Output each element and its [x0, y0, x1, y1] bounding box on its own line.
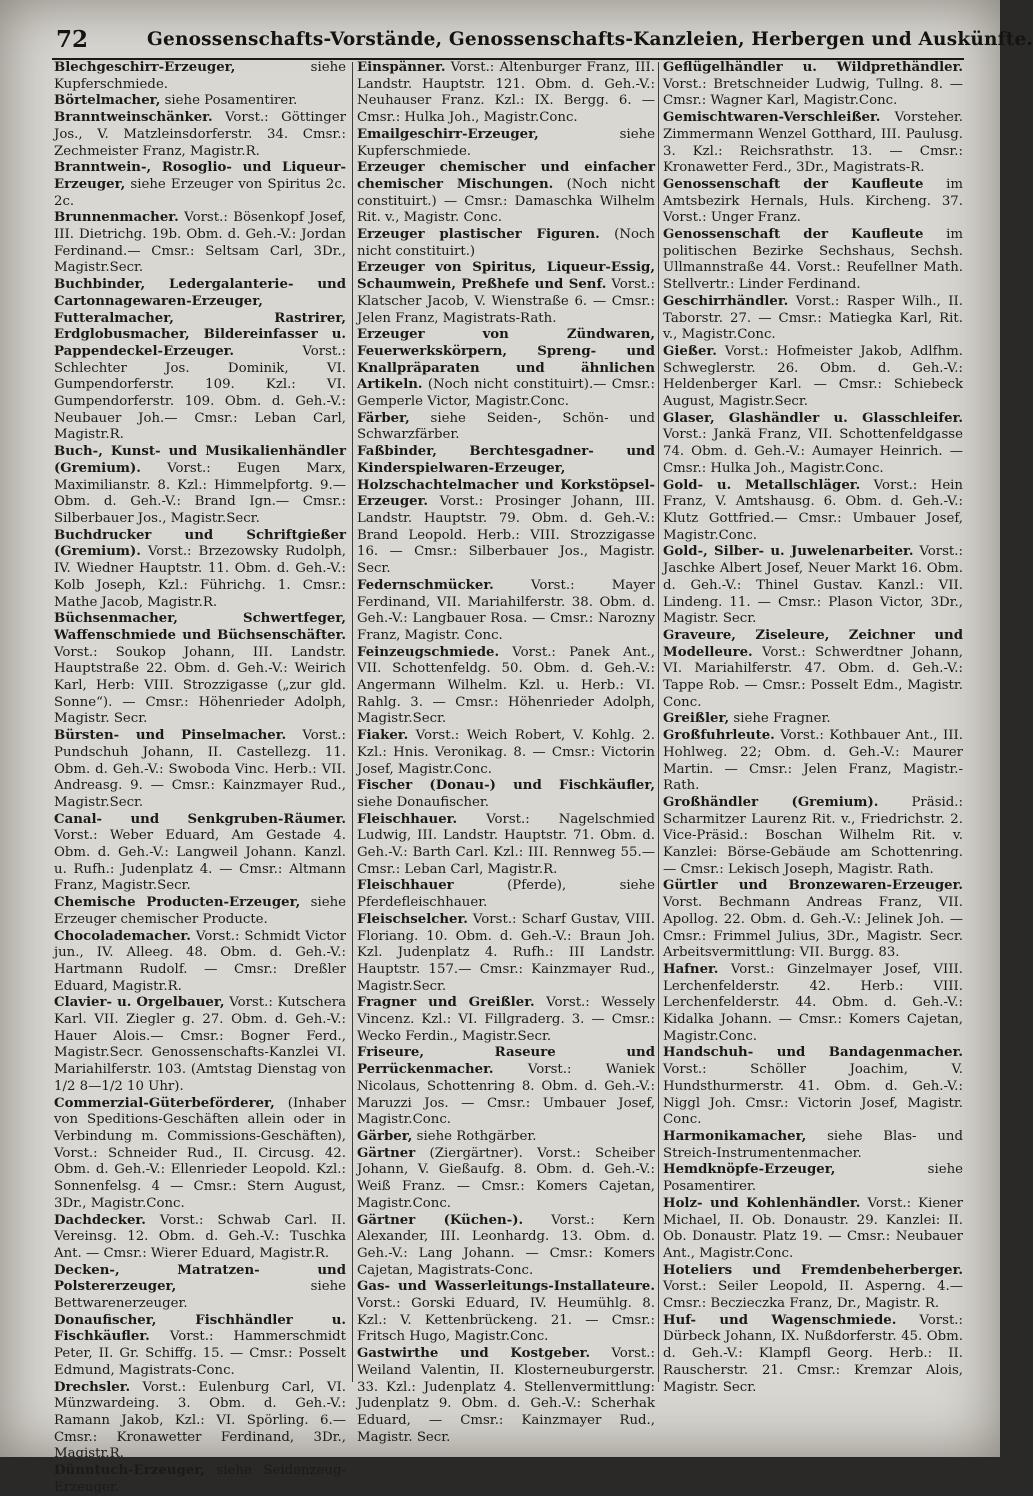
entry-heading: Erzeuger von Spiritus, Liqueur-Essig, Schaumwein, Preßhefe und Senf.	[357, 260, 655, 293]
directory-entry	[357, 912, 655, 996]
entry-heading: Hemdknöpfe-Erzeuger,	[663, 1162, 836, 1178]
directory-entry	[663, 60, 963, 110]
entry-heading: Börtelmacher,	[54, 93, 161, 109]
directory-entry	[663, 1263, 963, 1313]
directory-entry	[54, 277, 346, 444]
entry-heading: Clavier- u. Orgelbauer,	[54, 995, 225, 1011]
entry-text: Vorst.: Gorski Eduard, IV. Heumühlg. 8. Kzl.: V. Kettenbrückeng. 21. — Cmsr.: Fritsch Hugo, Magistr.Conc.	[357, 1296, 655, 1345]
entry-text: Vorst.: Kiener Michael, II. Ob. Donaustr. 29. Kanzlei: II. Ob. Donaustr. Platz 19. — Cmsr.: Neubauer Ant., Magistr.Conc.	[663, 1195, 963, 1261]
entry-heading: Feinzeugschmiede.	[357, 644, 500, 660]
entry-heading: Glaser, Glashändler u. Glasschleifer.	[663, 410, 963, 426]
entry-text: (Noch nicht constituirt.) — Cmsr.: Damaschka Wilhelm Rit. v., Magistr. Conc.	[357, 176, 655, 226]
running-head: Genossenschafts-Vorstände, Genossenschafts-Kanzleien, Herbergen und Auskünfte.	[147, 29, 1033, 50]
entry-heading: Brunnenmacher.	[54, 210, 179, 226]
entry-heading: Donaufischer, Fischhändler u. Fischkäufler.	[54, 1312, 346, 1345]
directory-entry	[54, 1213, 346, 1263]
directory-entry	[54, 1263, 346, 1313]
directory-entry	[357, 411, 655, 444]
entry-heading: Decken-, Matratzen- und Polstererzeuger,	[54, 1262, 346, 1295]
entry-text: siehe Posamentirer.	[663, 1162, 963, 1195]
entry-heading: Großfuhrleute.	[663, 728, 775, 744]
entry-heading: Chemische Producten-Erzeuger,	[54, 895, 301, 911]
column-divider	[352, 62, 353, 1382]
directory-entry	[357, 1129, 655, 1146]
entry-heading: Fischer (Donau-) und Fischkäufler,	[357, 778, 655, 794]
entry-heading: Dachdecker.	[54, 1212, 146, 1228]
entry-text: Vorst.: Nagelschmied Ludwig, III. Landstr. Hauptstr. 71. Obm. d. Geh.-V.: Barth Carl. Kzl.: III. Rennweg 55.— Cmsr.: Leban Carl, Magistr.R.	[357, 811, 655, 877]
entry-text: siehe Kupferschmiede.	[357, 126, 655, 159]
entry-text: siehe Seidenzeug-Erzeuger.	[54, 1463, 346, 1495]
entry-heading: Erzeuger von Zündwaren, Feuerwerkskörpern, Spreng- und Knallpräparaten und ähnlichen Artikeln.	[357, 327, 655, 393]
entry-text: siehe Kupferschmiede.	[54, 60, 346, 92]
entry-text: Vorst.: Altenburger Franz, III. Landstr. Hauptstr. 121. Obm. d. Geh.-V.: Neuhauser Franz. Kzl.: IX. Bergg. 6. — Cmsr.: Hulka Joh., Magistr.Conc.	[357, 60, 655, 126]
entry-text: Vorsteher. Zimmermann Wenzel Gotthard, III. Paulusg. 3. Kzl.: Reichsrathstr. 13. — Cmsr.: Kronawetter Ferd., 3Dr., Magistrats-R.	[663, 110, 963, 176]
entry-heading: Buchdrucker und Schriftgießer (Gremium).	[54, 527, 346, 560]
directory-entry	[54, 210, 346, 277]
directory-entry	[357, 227, 655, 260]
entry-heading: Drechsler.	[54, 1379, 131, 1395]
directory-entry	[54, 528, 346, 612]
directory-entry	[357, 812, 655, 879]
entry-text: (Pferde), siehe Pferdefleischhauer.	[357, 878, 655, 911]
entry-heading: Genossenschaft der Kaufleute	[663, 227, 924, 243]
directory-entry	[357, 645, 655, 729]
entry-heading: Huf- und Wagenschmiede.	[663, 1312, 897, 1328]
entry-text: Vorst.: Brzezowsky Rudolph, IV. Wiedner Hauptstr. 11. Obm. d. Geh.-V.: Kolb Joseph, Kzl.: Führichg. 1. Cmsr.: Mathe Jacob, Magistr.R.	[54, 544, 346, 610]
entry-text: siehe Posamentirer.	[160, 93, 298, 109]
entry-heading: Gießer.	[663, 343, 717, 359]
entry-text: Vorst.: Schwerdtner Johann, VI. Mariahilferstr. 47. Obm. d. Geh.-V.: Tappe Rob. — Cmsr.: Posselt Edm., Magistr. Conc.	[663, 644, 963, 710]
directory-entry	[663, 795, 963, 879]
entry-heading: Gärtner	[357, 1145, 416, 1161]
entry-text: siehe Erzeuger chemischer Producte.	[54, 895, 346, 927]
entry-text: Vorst.: Schlechter Jos. Dominik, VI. Gumpendorferstr. 109. Kzl.: VI. Gumpendorferstr. 109. Obm. d. Geh.-V.: Neubauer Joh.— Cmsr.: Leban Carl, Magistr.R.	[54, 343, 346, 443]
entry-heading: Erzeuger plastischer Figuren.	[357, 227, 600, 243]
directory-entry	[663, 1196, 963, 1263]
directory-entry	[357, 778, 655, 811]
entry-heading: Fleischselcher.	[357, 911, 468, 927]
entry-heading: Genossenschaft der Kaufleute	[663, 176, 924, 192]
directory-entry	[54, 160, 346, 210]
entry-text: siehe Erzeuger von Spiritus 2c. 2c.	[54, 176, 346, 209]
entry-text: Vorst.: Jankä Franz, VII. Schottenfeldgasse 74. Obm. d. Geh.-V.: Aumayer Heinrich. — Cmsr.: Hulka Joh., Magistr.Conc.	[663, 427, 963, 476]
entry-heading: Gemischtwaren-Verschleißer.	[663, 110, 881, 126]
directory-entry	[663, 1162, 963, 1195]
entry-heading: Blechgeschirr-Erzeuger,	[54, 60, 236, 75]
entry-text: Vorst.: Bösenkopf Josef, III. Dietrichg. 19b. Obm. d. Geh.-V.: Jordan Ferdinand.— Cmsr.: Seltsam Carl, 3Dr., Magistr.Secr.	[54, 210, 346, 276]
entry-heading: Hafner.	[663, 961, 719, 977]
directory-entry	[54, 93, 346, 110]
entry-text: Vorst.: Scharf Gustav, VIII. Floriang. 10. Obm. d. Geh.-V.: Braun Joh. Kzl. Judenplatz 4. Rufh.: III Landstr. Hauptstr. 157.— Cmsr.: Kainzmayer Rud., Magistr.Secr.	[357, 911, 655, 994]
directory-entry	[54, 929, 346, 996]
directory-entry	[54, 1313, 346, 1380]
entry-heading: Fiaker.	[357, 728, 409, 744]
directory-entry	[663, 344, 963, 411]
directory-entry	[663, 628, 963, 712]
entry-heading: Geflügelhändler u. Wildprethändler.	[663, 60, 963, 75]
directory-entry	[357, 1279, 655, 1346]
entry-text: siehe Donaufischer.	[357, 794, 490, 810]
entry-heading: Bürsten- und Pinselmacher.	[54, 728, 287, 744]
entry-text: Vorst.: Soukop Johann, III. Landstr. Hauptstraße 22. Obm. d. Geh.-V.: Weirich Karl, Herb: VIII. Strozzigasse („zur gld. Sonne“). — Cmsr.: Höhenrieder Adolph, Magistr. Secr.	[54, 644, 346, 727]
entry-text: siehe Fragner.	[729, 711, 831, 727]
entry-text: Vorst. Bechmann Andreas Franz, VII. Apollog. 22. Obm. d. Geh.-V.: Jelinek Joh. — Cmsr.: Frimmel Julius, 3Dr., Magistr. Secr. Arbeitsvermittlung: VII. Burgg. 83.	[663, 895, 963, 961]
entry-text: Vorst.: Klatscher Jacob, V. Wienstraße 6. — Cmsr.: Jelen Franz, Magistrats-Rath.	[357, 277, 655, 326]
entry-heading: Fleischhauer.	[357, 811, 458, 827]
directory-entry	[357, 578, 655, 645]
entry-heading: Branntweinschänker.	[54, 110, 213, 126]
entry-text: Vorst.: Weber Eduard, Am Gestade 4. Obm. d. Geh.-V.: Langweil Johann. Kanzl. u. Rufh.: Judenplatz 4. — Cmsr.: Altmann Franz, Magistr.Secr.	[54, 828, 346, 894]
entry-text: Vorst.: Kothbauer Ant., III. Hohlweg. 22; Obm. d. Geh.-V.: Maurer Martin. — Cmsr.: Jelen Franz, Magistr.-Rath.	[663, 728, 963, 794]
entry-heading: Dünntuch-Erzeuger,	[54, 1463, 205, 1479]
page-number: 72	[56, 26, 89, 53]
page-header	[52, 24, 1033, 60]
directory-entry	[54, 444, 346, 528]
entry-heading: Fragner und Greißler.	[357, 995, 535, 1011]
directory-entry	[54, 611, 346, 728]
entry-text: siehe Rothgärber.	[412, 1129, 537, 1144]
entry-text: Vorst.: Prosinger Johann, III. Landstr. Hauptstr. 79. Obm. d. Geh.-V.: Brand Leopold. Herb.: VIII. Strozzigasse 16. — Cmsr.: Silberbauer Jos., Magistr. Secr.	[357, 494, 655, 577]
entry-heading: Fleischhauer	[357, 878, 454, 894]
entry-heading: Färber,	[357, 410, 410, 426]
entry-heading: Branntwein-, Rosoglio- und Liqueur-Erzeuger,	[54, 160, 346, 192]
directory-entry	[357, 327, 655, 411]
entry-heading: Federnschmücker.	[357, 577, 494, 593]
entry-text: Vorst.: Seiler Leopold, II. Asperng. 4.— Cmsr.: Beczieczka Franz, Dr., Magistr. R.	[663, 1279, 963, 1312]
directory-entry	[357, 260, 655, 327]
entry-heading: Holz- und Kohlenhändler.	[663, 1195, 861, 1211]
entry-heading: Chocolademacher.	[54, 928, 191, 944]
entry-text: Vorst.: Kern Alexander, III. Leonhardg. 13. Obm. d. Geh.-V.: Lang Johann. — Cmsr.: Komers Cajetan, Magistrats-Conc.	[357, 1212, 656, 1278]
entry-text: Vorst.: Weiland Valentin, II. Klosterneuburgerstr. 33. Kzl.: Judenplatz 4. Stellenvermittlung: Judenplatz 9. Obm. d. Geh.-V.: Scherhak Eduard, — Cmsr.: Kainzmayer Rud., Magistr. Secr.	[357, 1346, 655, 1445]
entry-text: siehe Bettwarenerzeuger.	[54, 1279, 346, 1312]
directory-entry	[663, 177, 963, 227]
directory-entry	[663, 411, 963, 478]
directory-entry	[357, 160, 655, 227]
entry-text: (Ziergärtner). Vorst.: Scheiber Johann, V. Gießaufg. 8. Obm. d. Geh.-V.: Weiß Franz. — Cmsr.: Komers Cajetan, Magistr.Conc.	[357, 1145, 655, 1211]
directory-entry	[54, 1463, 346, 1496]
directory-entry	[663, 478, 963, 545]
entry-text: Vorst.: Mayer Ferdinand, VII. Mariahilferstr. 38. Obm. d. Geh.-V.: Langbauer Rosa. — Cmsr.: Narozny Franz, Magistr. Conc.	[357, 577, 655, 643]
column-divider	[658, 62, 659, 1382]
directory-entry	[663, 1129, 963, 1162]
entry-text: Vorst.: Rasper Wilh., II. Taborstr. 27. — Cmsr.: Matiegka Karl, Rit. v., Magistr.Conc.	[663, 293, 963, 343]
entry-heading: Gürtler und Bronzewaren-Erzeuger.	[663, 878, 963, 894]
entry-text: im politischen Bezirke Sechshaus, Sechsh. Ullmannstraße 44. Vorst.: Reufellner Math. Stellvertr.: Linder Ferdinand.	[663, 227, 963, 293]
entry-heading: Buch-, Kunst- und Musikalienhändler (Gremium).	[54, 444, 346, 476]
directory-entry	[54, 728, 346, 812]
entry-heading: Canal- und Senkgruben-Räumer.	[54, 811, 346, 827]
entry-text: Vorst.: Eugen Marx, Maximilianstr. 8. Kzl.: Himmelpfortg. 9.— Obm. d. Geh.-V.: Brand Ign.— Cmsr.: Silberbauer Jos., Magistr.Secr.	[54, 460, 346, 526]
entry-text: Vorst.: Bretschneider Ludwig, Tullng. 8. — Cmsr.: Wagner Karl, Magistr.Conc.	[663, 76, 963, 109]
directory-entry	[54, 895, 346, 928]
entry-heading: Commerzial-Güterbeförderer,	[54, 1095, 275, 1111]
directory-entry	[357, 728, 655, 778]
entry-text: Vorst.: Ginzelmayer Josef, VIII. Lerchenfelderstr. 42. Herb.: VIII. Lerchenfelderstr. 44. Obm. d. Geh.-V.: Kidalka Johann. — Cmsr.: Komers Cajetan, Magistr.Conc.	[663, 961, 963, 1044]
directory-entry	[357, 444, 655, 578]
entry-text: Vorst.: Göttinger Jos., V. Matzleinsdorferstr. 34. Cmsr.: Zechmeister Franz, Magistr.R.	[54, 110, 346, 159]
directory-entry	[357, 995, 655, 1045]
entry-heading: Graveure, Ziseleure, Zeichner und Modelleure.	[663, 627, 963, 660]
entry-text: siehe Blas- und Streich-Instrumentenmacher.	[663, 1129, 963, 1161]
directory-entry	[663, 294, 963, 344]
directory-entry	[357, 127, 655, 160]
entry-heading: Geschirrhändler.	[663, 293, 789, 309]
directory-entry	[357, 1146, 655, 1213]
entry-heading: Großhändler (Gremium).	[663, 794, 879, 810]
entry-heading: Gastwirthe und Kostgeber.	[357, 1346, 591, 1362]
entry-text: im Amtsbezirk Hernals, Huls. Kircheng. 37. Vorst.: Unger Franz.	[663, 176, 963, 226]
entry-text: Vorst.: Jaschke Albert Josef, Neuer Markt 16. Obm. d. Geh.-V.: Thinel Gustav. Kanzl.: VII. Lindeng. 11. — Cmsr.: Plason Victor, 3Dr., Magistr. Secr.	[663, 544, 963, 627]
entry-text: Vorst.: Hammerschmidt Peter, II. Gr. Schiffg. 15. — Cmsr.: Posselt Edmund, Magistrats-Conc.	[54, 1329, 346, 1378]
directory-entry	[663, 962, 963, 1046]
directory-entry	[663, 728, 963, 795]
entry-text: Präsid.: Scharmitzer Laurenz Rit. v., Friedrichstr. 2. Vice-Präsid.: Boschan Wilhelm Rit. v. Kanzlei: Börse-Gebäude am Schottenring. — Cmsr.: Lekisch Joseph, Magistr. Rath.	[663, 794, 963, 877]
entry-text: Vorst.: Hofmeister Jakob, Adlfhm. Schweglerstr. 26. Obm. d. Geh.-V.: Heldenberger Karl. — Cmsr.: Schiebeck August, Magistr.Secr.	[663, 343, 963, 410]
directory-entry	[663, 544, 963, 628]
entry-text: Vorst.: Waniek Nicolaus, Schottenring 8. Obm. d. Geh.-V.: Maruzzi Jos. — Cmsr.: Umbauer Josef, Magistr.Conc.	[357, 1062, 655, 1128]
directory-entry	[357, 1346, 655, 1446]
directory-entry	[357, 1045, 655, 1129]
entry-heading: Gold- u. Metallschläger.	[663, 477, 861, 493]
directory-entry	[663, 878, 963, 962]
entry-heading: Harmonikamacher,	[663, 1129, 807, 1144]
entry-text: Vorst.: Wessely Vincenz. Kzl.: VI. Fillgraderg. 3. — Cmsr.: Wecko Ferdin., Magistr.Secr.	[357, 995, 655, 1044]
directory-entry	[54, 110, 346, 160]
entry-heading: Buchbinder, Ledergalanterie- und Cartonnagewaren-Erzeuger, Futteralmacher, Rastrirer, Erdglobusmacher, Bildereinfasser u. Pappendeckel-Erzeuger.	[54, 277, 346, 359]
entry-text: siehe Seiden-, Schön- und Schwarzfärber.	[357, 410, 655, 443]
directory-entry	[357, 1213, 655, 1280]
entry-heading: Handschuh- und Bandagenmacher.	[663, 1045, 963, 1061]
entry-text: Vorst.: Hein Franz, V. Amtshausg. 6. Obm. d. Geh.-V.: Klutz Gottfried.— Cmsr.: Umbauer Josef, Magistr.Conc.	[663, 477, 964, 543]
entry-text: Vorst.: Panek Ant., VII. Schottenfeldg. 50. Obm. d. Geh.-V.: Angermann Wilhelm. Kzl. u. Herb.: VI. Rahlg. 3. — Cmsr.: Höhenrieder Adolph, Magistr.Secr.	[357, 644, 655, 727]
entry-heading: Emailgeschirr-Erzeuger,	[357, 126, 539, 142]
directory-entry	[663, 711, 963, 728]
column-left	[54, 60, 346, 1495]
directory-entry	[663, 227, 963, 294]
entry-heading: Gold-, Silber- u. Juwelenarbeiter.	[663, 544, 914, 560]
column-right	[663, 60, 963, 1400]
directory-entry	[663, 1313, 963, 1397]
entry-text: Vorst.: Eulenburg Carl, VI. Münzwardeing. 3. Obm. d. Geh.-V.: Ramann Jakob, Kzl.: VI. Spörling. 6.— Cmsr.: Kronawetter Ferdinand, 3Dr., Magistr.R.	[54, 1379, 346, 1462]
entry-text: (Noch nicht constituirt.)	[357, 227, 655, 259]
entry-heading: Einspänner.	[357, 60, 446, 75]
entry-heading: Faßbinder, Berchtesgadner- und Kinderspielwaren-Erzeuger, Holzschachtelmacher und Korkstöpsel-Erzeuger.	[357, 444, 655, 510]
directory-entry	[663, 1045, 963, 1129]
entry-text: Vorst.: Dürbeck Johann, IX. Nußdorferstr. 45. Obm. d. Geh.-V.: Klampfl Georg. Herb.: II. Rauscherstr. 21. Cmsr.: Kremzar Alois, Magistr. Secr.	[663, 1312, 963, 1395]
entry-heading: Hoteliers und Fremdenbeherberger.	[663, 1262, 963, 1278]
directory-entry	[54, 812, 346, 896]
entry-text: (Noch nicht constituirt).— Cmsr.: Gemperle Victor, Magistr.Conc.	[357, 377, 655, 410]
entry-text: (Inhaber von Speditions-Geschäften allein oder in Verbindung m. Commissions-Geschäften), Vorst.: Schneider Rud., II. Circusg. 42. Obm. d. Geh.-V.: Ellenrieder Leopold. Kzl.: Sonnenfelsg. 4 — Cmsr.: Stern August, 3Dr., Magistr.Conc.	[54, 1095, 346, 1211]
directory-entry	[357, 878, 655, 911]
directory-entry	[663, 110, 963, 177]
column-middle	[357, 60, 656, 1445]
entry-text: Vorst.: Schöller Joachim, V. Hundsthurmerstr. 41. Obm. d. Geh.-V.: Niggl Joh. Cmsr.: Victorin Josef, Magistr. Conc.	[663, 1062, 963, 1128]
entry-text: Vorst.: Kutschera Karl. VII. Ziegler g. 27. Obm. d. Geh.-V.: Hauer Alois.— Cmsr.: Bogner Ferd., Magistr.Secr. Genossenschafts-Kanzlei VI. Mariahilferstr. 103. (Amtstag Dienstag von 1/2 8—1/2 10 Uhr).	[54, 995, 346, 1094]
entry-text: Vorst.: Weich Robert, V. Kohlg. 2. Kzl.: Hnis. Veronikag. 8. — Cmsr.: Victorin Josef, Magistr.Conc.	[357, 728, 655, 777]
directory-entry	[357, 60, 655, 127]
entry-heading: Gärber,	[357, 1129, 413, 1144]
entry-heading: Gas- und Wasserleitungs-Installateure.	[357, 1279, 655, 1295]
entry-heading: Erzeuger chemischer und einfacher chemischer Mischungen.	[357, 160, 655, 192]
directory-entry	[54, 1380, 346, 1464]
directory-entry	[54, 1096, 346, 1213]
entry-heading: Büchsenmacher, Schwertfeger, Waffenschmiede und Büchsenschäfter.	[54, 611, 346, 643]
entry-heading: Friseure, Raseure und Perrückenmacher.	[357, 1045, 655, 1078]
entry-heading: Gärtner (Küchen-).	[357, 1212, 524, 1228]
directory-entry	[54, 995, 346, 1095]
entry-heading: Greißler,	[663, 711, 730, 727]
entry-text: Vorst.: Pundschuh Johann, II. Castellezg. 11. Obm. d. Geh.-V.: Swoboda Vinc. Herb.: VII. Andreasg. 9. — Cmsr.: Kainzmayer Rud., Magistr.Secr.	[54, 728, 346, 810]
entry-text: Vorst.: Schmidt Victor jun., IV. Alleeg. 48. Obm. d. Geh.-V.: Hartmann Rudolf. — Cmsr.: Dreßler Eduard, Magistr.R.	[54, 928, 346, 994]
entry-text: Vorst.: Schwab Carl. II. Vereinsg. 12. Obm. d. Geh.-V.: Tuschka Ant. — Cmsr.: Wierer Eduard, Magistr.R.	[54, 1212, 346, 1261]
directory-entry	[54, 60, 346, 93]
